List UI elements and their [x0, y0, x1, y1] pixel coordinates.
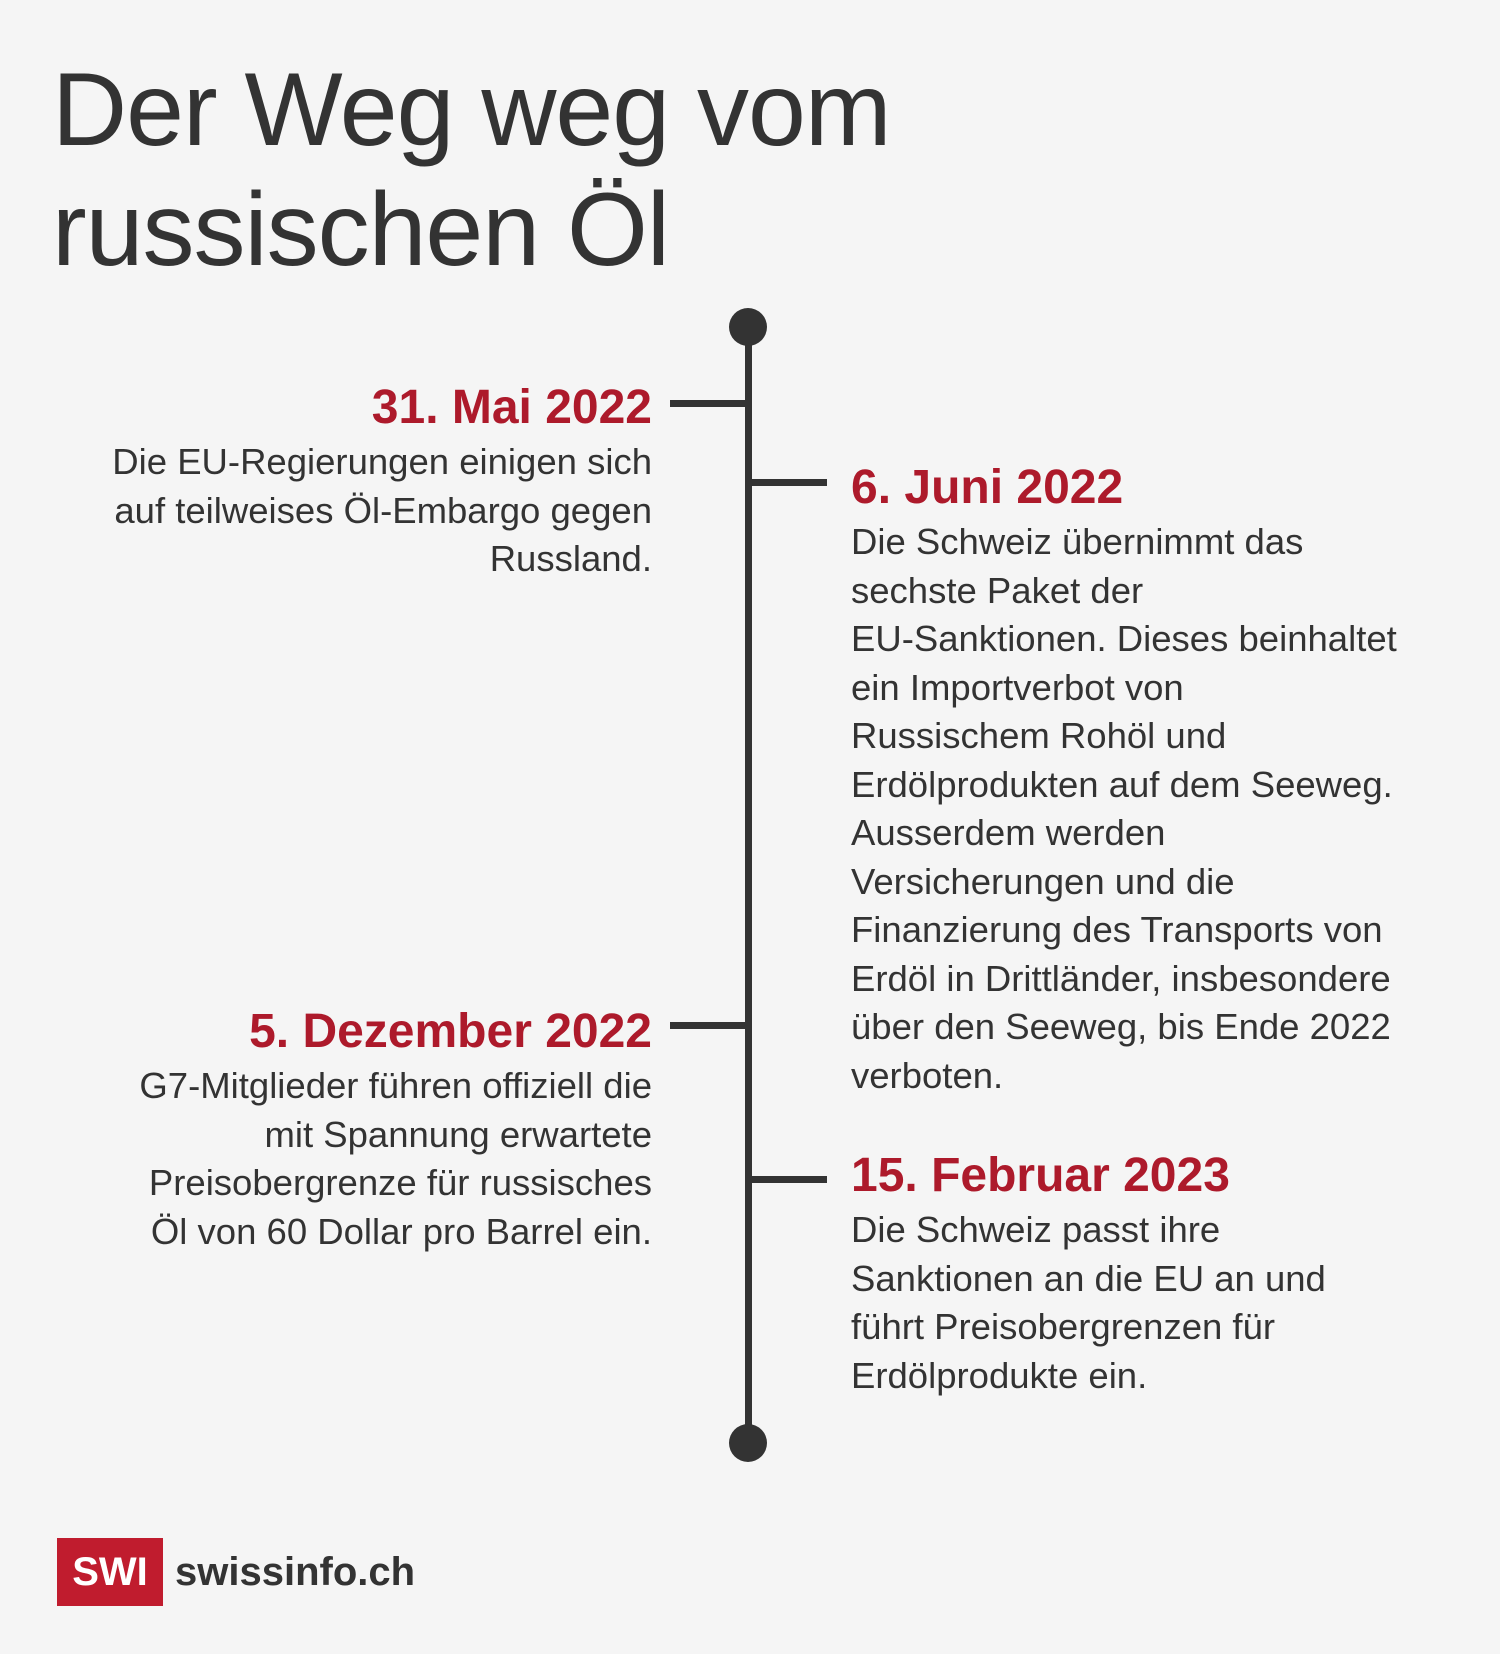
timeline-tick-event-3	[670, 1022, 752, 1029]
event-description-line: Erdöl in Drittländer, insbesondere	[851, 957, 1391, 999]
timeline-event-4	[851, 1146, 1471, 1400]
event-description	[40, 1062, 652, 1256]
timeline-start-dot	[729, 308, 767, 346]
event-description-line: sechste Paket der	[851, 569, 1144, 611]
event-description-line: ein Importverbot von	[851, 666, 1184, 708]
event-description-line: führt Preisobergrenzen für	[851, 1306, 1276, 1347]
event-description-line: Finanzierung des Transports von	[851, 909, 1383, 950]
timeline-tick-event-4	[745, 1176, 827, 1183]
timeline-tick-event-1	[670, 400, 752, 407]
event-date: 6. Juni 2022	[851, 461, 1124, 514]
event-description	[851, 1206, 1471, 1400]
event-description-line: auf teilweises Öl-Embargo gegen	[114, 489, 652, 531]
event-date: 5. Dezember 2022	[249, 1005, 652, 1058]
timeline-event-1	[40, 378, 652, 584]
event-description-line: mit Spannung erwartete	[264, 1113, 652, 1155]
title-line-1: Der Weg weg vom	[52, 52, 891, 168]
event-description-line: Die Schweiz übernimmt das	[851, 521, 1304, 562]
timeline-tick-event-2	[745, 479, 827, 486]
event-description-line: Erdölprodukten auf dem Seeweg.	[851, 763, 1393, 805]
title-line-2: russischen Öl	[52, 172, 669, 288]
event-description-line: EU-Sanktionen. Dieses beinhaltet	[851, 618, 1397, 659]
event-description-line: über den Seeweg, bis Ende 2022	[851, 1006, 1391, 1047]
page-title	[52, 50, 1152, 290]
timeline-end-dot	[729, 1424, 767, 1462]
event-description-line: Die EU-Regierungen einigen sich	[112, 441, 652, 482]
event-description-line: verboten.	[851, 1054, 1004, 1096]
timeline-event-3	[40, 1002, 652, 1256]
event-description-line: G7-Mitglieder führen offiziell die	[139, 1065, 652, 1106]
event-description	[851, 518, 1471, 1100]
swi-logo-badge: SWI	[57, 1538, 163, 1606]
event-date: 15. Februar 2023	[851, 1149, 1230, 1202]
event-description	[40, 438, 652, 584]
event-description-line: Russland.	[489, 538, 652, 579]
event-description-line: Erdölprodukte ein.	[851, 1354, 1148, 1396]
swissinfo-wordmark: swissinfo.ch	[175, 1549, 416, 1594]
event-description-line: Preisobergrenze für russisches	[148, 1162, 652, 1203]
event-description-line: Sanktionen an die EU an und	[851, 1257, 1326, 1299]
timeline-event-2	[851, 458, 1471, 1100]
event-description-line: Die Schweiz passt ihre	[851, 1209, 1221, 1250]
event-description-line: Öl von 60 Dollar pro Barrel ein.	[150, 1210, 652, 1252]
event-date: 31. Mai 2022	[371, 381, 652, 434]
swissinfo-logo	[57, 1538, 415, 1606]
event-description-line: Russischem Rohöl und	[851, 715, 1227, 756]
event-description-line: Ausserdem werden	[851, 812, 1166, 853]
event-description-line: Versicherungen und die	[851, 860, 1235, 902]
timeline-axis	[745, 325, 752, 1445]
